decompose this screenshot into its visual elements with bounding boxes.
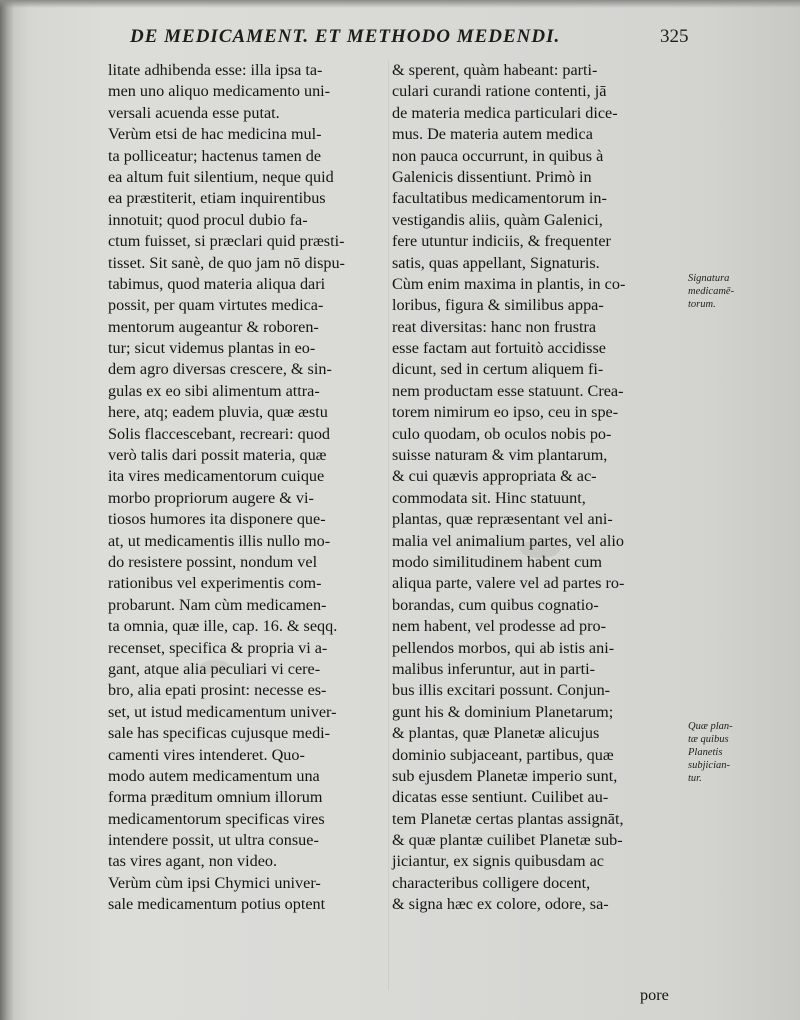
text-line: Verùm cùm ipsi Chymici univer- bbox=[108, 873, 321, 892]
text-line: ta polliceatur; hactenus tamen de bbox=[108, 146, 322, 165]
text-line: ea præstiterit, etiam inquirentibus bbox=[108, 189, 326, 208]
text-line: tabimus, quod materia aliqua dari bbox=[108, 274, 326, 293]
text-line: forma præditum omnium illorum bbox=[108, 788, 323, 807]
text-line: loribus, figura & similibus appa- bbox=[392, 296, 604, 315]
text-line: modo similitudinem habent cum bbox=[392, 552, 602, 571]
text-line: & plantas, quæ Planetæ alicujus bbox=[392, 724, 600, 743]
text-line: camenti vires intenderet. Quo- bbox=[108, 745, 305, 764]
text-line: culari curandi ratione contenti, jā bbox=[392, 82, 607, 101]
text-line: litate adhibenda esse: illa ipsa ta- bbox=[108, 61, 323, 79]
text-line: at, ut medicamentis illis nullo mo- bbox=[108, 531, 331, 550]
text-line: sale has specificas cujusque medi- bbox=[108, 724, 331, 743]
text-line: gulas ex eo sibi alimentum attra- bbox=[108, 381, 320, 400]
page-top-shadow bbox=[0, 0, 800, 8]
text-line: tas vires agant, non video. bbox=[108, 852, 278, 871]
text-line: pellendos morbos, qui ab istis ani- bbox=[392, 638, 615, 657]
page-edge-shadow bbox=[0, 0, 14, 1020]
marginal-line: Signatura bbox=[688, 273, 730, 284]
text-line: versali acuenda esse putat. bbox=[108, 103, 280, 122]
text-line: & sperent, quàm habeant: parti- bbox=[392, 61, 598, 79]
text-line: intendere possit, ut ultra consue- bbox=[108, 831, 319, 850]
text-line: tiosos humores ita disponere que- bbox=[108, 510, 326, 529]
text-line: Verùm etsi de hac medicina mul- bbox=[108, 125, 322, 144]
text-line: tisset. Sit sanè, de quo jam nō dispu- bbox=[108, 253, 345, 272]
marginal-line: tæ quibus bbox=[688, 734, 729, 745]
text-line: Galenicis dissentiunt. Primò in bbox=[392, 167, 592, 186]
text-line: bro, alia epati prosint: necesse es- bbox=[108, 681, 327, 700]
text-line: suisse naturam & vim plantarum, bbox=[392, 446, 608, 465]
column-gutter bbox=[388, 60, 389, 990]
text-line: characteribus colligere docent, bbox=[392, 873, 591, 892]
text-line: innotuit; quod procul dubio fa- bbox=[108, 210, 308, 229]
text-line: & signa hæc ex colore, odore, sa- bbox=[392, 895, 609, 914]
text-line: vestigandis aliis, quàm Galenici, bbox=[392, 210, 603, 229]
running-title: DE MEDICAMENT. ET METHODO MEDENDI. bbox=[130, 26, 561, 47]
text-line: reat diversitas: hanc non frustra bbox=[392, 317, 597, 336]
text-line: dominio subjaceant, partibus, quæ bbox=[392, 745, 614, 764]
catchword: pore bbox=[640, 986, 669, 1004]
text-line: Solis flaccescebant, recreari: quod bbox=[108, 424, 331, 443]
text-line: ctum fuisset, si præclari quid præsti- bbox=[108, 232, 345, 251]
text-line: malia vel animalium partes, vel alio bbox=[392, 531, 624, 550]
text-line: sale medicamentum potius optent bbox=[108, 895, 326, 914]
marginal-note-signatura bbox=[688, 272, 734, 311]
text-line: nem habent, vel prodesse ad pro- bbox=[392, 617, 606, 636]
text-line: nem productam esse statuunt. Crea- bbox=[392, 381, 624, 400]
text-line: dicatas esse sentiunt. Cuilibet au- bbox=[392, 788, 609, 807]
text-line: plantas, quæ repræsentant vel ani- bbox=[392, 510, 613, 529]
text-line: Cùm enim maxima in plantis, in co- bbox=[392, 274, 626, 293]
text-line: malibus inferuntur, aut in parti- bbox=[392, 659, 595, 678]
text-line: dicunt, sed in certum aliquem fi- bbox=[392, 360, 604, 379]
page-number: 325 bbox=[660, 26, 689, 47]
marginal-note-planetis bbox=[688, 720, 733, 785]
text-line: here, atq; eadem pluvia, quæ æstu bbox=[108, 403, 328, 422]
text-line: recenset, specifica & propria vi a- bbox=[108, 638, 328, 657]
text-line: set, ut istud medicamentum univer- bbox=[108, 702, 337, 721]
text-line: ita vires medicamentorum cuique bbox=[108, 467, 325, 486]
text-line: gunt his & dominium Planetarum; bbox=[392, 702, 614, 721]
text-line: do resistere possint, nondum vel bbox=[108, 552, 318, 571]
text-line: & quæ plantæ cuilibet Planetæ sub- bbox=[392, 831, 623, 850]
text-line: men uno aliquo medicamento uni- bbox=[108, 82, 331, 101]
text-line: commodata sit. Hinc statuunt, bbox=[392, 488, 586, 507]
text-line: non pauca occurrunt, in quibus à bbox=[392, 146, 604, 165]
marginal-line: subjician- bbox=[688, 760, 730, 771]
right-text-column bbox=[392, 60, 686, 916]
text-line: & cui quævis appropriata & ac- bbox=[392, 467, 597, 486]
text-line: fere utuntur indiciis, & frequenter bbox=[392, 232, 611, 251]
text-line: mus. De materia autem medica bbox=[392, 125, 593, 144]
text-line: torem nimirum eo ipso, ceu in spe- bbox=[392, 403, 619, 422]
left-text-column bbox=[108, 60, 388, 916]
text-line: morbo propriorum augere & vi- bbox=[108, 488, 314, 507]
marginal-line: torum. bbox=[688, 299, 716, 310]
text-line: ea altum fuit silentium, neque quid bbox=[108, 167, 334, 186]
text-line: aliqua parte, valere vel ad partes ro- bbox=[392, 574, 625, 593]
text-line: de materia medica particulari dice- bbox=[392, 103, 618, 122]
text-line: probarunt. Nam cùm medicamen- bbox=[108, 595, 327, 614]
text-line: mentorum augeantur & roboren- bbox=[108, 317, 319, 336]
text-line: bus illis excitari possunt. Conjun- bbox=[392, 681, 611, 700]
text-line: borandas, cum quibus cognatio- bbox=[392, 595, 599, 614]
text-line: modo autem medicamentum una bbox=[108, 766, 320, 785]
text-line: possit, per quam virtutes medica- bbox=[108, 296, 324, 315]
text-line: facultatibus medicamentorum in- bbox=[392, 189, 607, 208]
text-line: medicamentorum specificas vires bbox=[108, 809, 325, 828]
text-line: dem agro diversas crescere, & sin- bbox=[108, 360, 332, 379]
marginal-line: Quæ plan- bbox=[688, 721, 733, 732]
text-line: culo quodam, ob oculos nobis po- bbox=[392, 424, 612, 443]
text-line: gant, atque alia peculiari vi cere- bbox=[108, 659, 321, 678]
text-line: rationibus vel experimentis com- bbox=[108, 574, 322, 593]
text-line: verò talis dari possit materia, quæ bbox=[108, 446, 327, 465]
text-line: tur; sicut videmus plantas in eo- bbox=[108, 339, 316, 358]
marginal-line: medicamē- bbox=[688, 286, 735, 297]
text-line: satis, quas appellant, Signaturis. bbox=[392, 253, 600, 272]
text-line: esse factam aut fortuitò accidisse bbox=[392, 339, 606, 358]
text-line: ta omnia, quæ ille, cap. 16. & seqq. bbox=[108, 617, 338, 636]
marginal-line: tur. bbox=[688, 773, 702, 784]
text-line: jiciantur, ex signis quibusdam ac bbox=[392, 852, 604, 871]
text-line: sub ejusdem Planetæ imperio sunt, bbox=[392, 766, 618, 785]
text-line: tem Planetæ certas plantas assignāt, bbox=[392, 809, 624, 828]
marginal-line: Planetis bbox=[688, 747, 723, 758]
